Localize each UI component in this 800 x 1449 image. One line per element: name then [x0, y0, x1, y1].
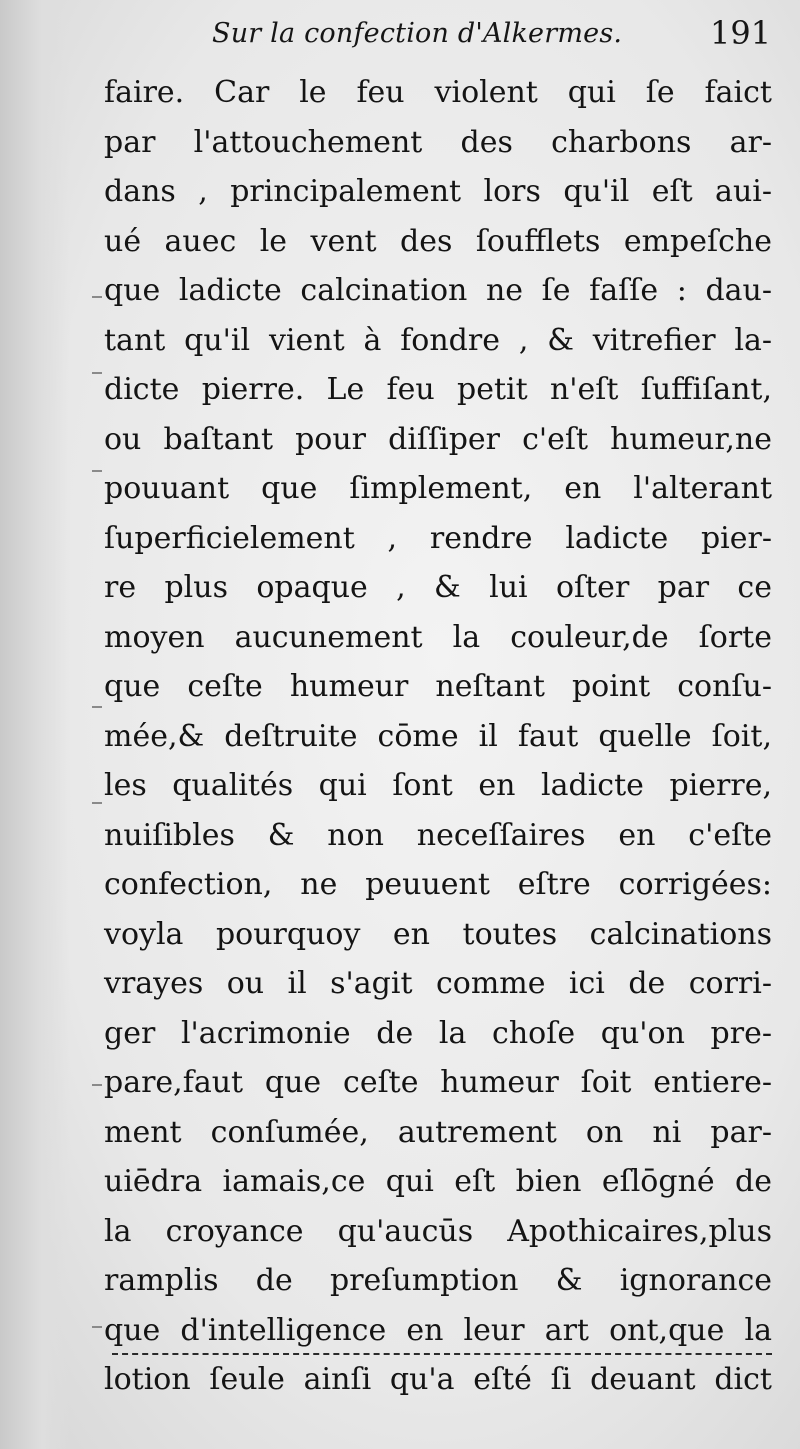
text-line: ué auec le vent des ſoufflets empeſche [104, 223, 772, 259]
text-line: les qualités qui ſont en ladicte pierre, [104, 768, 772, 803]
margin-mark [92, 470, 102, 472]
margin-mark [92, 372, 102, 374]
text-line: pouuant que ſimplement, en l'alterant [104, 471, 772, 506]
margin-mark [92, 802, 102, 804]
text-line: uiēdra iamais,ce qui eſt bien eſlōgné de [104, 1164, 772, 1199]
text-line: tant qu'il vient à fondre , & vitrefier la- [104, 322, 772, 358]
text-line: ramplis de preſumption & ignorance [104, 1263, 772, 1298]
text-line: par l'attouchement des charbons ar- [104, 124, 772, 160]
text-line: que ceſte humeur neſtant point conſu- [104, 669, 772, 704]
text-line: moyen aucunement la couleur,de ſorte [104, 619, 772, 655]
text-line: voyla pourquoy en toutes calcinations [104, 916, 772, 952]
text-line: vrayes ou il s'agit comme ici de corri- [104, 966, 772, 1001]
text-line: que d'intelligence en leur art ont,que la [104, 1312, 772, 1348]
text-line: ger l'acrimonie de la choſe qu'on pre- [104, 1015, 772, 1051]
margin-mark [92, 1326, 102, 1328]
text-line: la croyance qu'aucūs Apothicaires,plus [104, 1213, 772, 1249]
text-line: re plus opaque , & lui oſter par ce [104, 570, 772, 605]
text-line: ſuperficielement , rendre ladicte pier- [104, 520, 772, 556]
margin-mark [92, 296, 102, 298]
text-line: ment conſumée, autrement on ni par- [104, 1114, 772, 1150]
text-line: que ladicte calcination ne ſe faſſe : dau- [104, 273, 772, 308]
text-line: lotion ſeule ainſi qu'a eſté ſi deuant dict [104, 1362, 772, 1397]
running-title: Sur la confection d'Alkermes. [212, 18, 623, 49]
text-line: confection, ne peuuent eſtre corrigées: [104, 867, 772, 902]
text-line: nuiſibles & non neceſſaires en c'eſte [104, 817, 772, 853]
text-line: dicte pierre. Le feu petit n'eſt ſuffiſant, [104, 372, 772, 407]
text-line: faire. Car le feu violent qui ſe faict [104, 75, 772, 110]
margin-mark [92, 1084, 102, 1086]
page-number: 191 [710, 14, 772, 52]
margin-mark [92, 706, 102, 708]
page-gutter-shadow [0, 0, 70, 1449]
text-line: pare,faut que ceſte humeur ſoit entiere- [104, 1065, 772, 1100]
text-line: mée,& deſtruite cōme il faut quelle ſoit, [104, 718, 772, 754]
page-bottom-rule [112, 1353, 772, 1355]
body-text [104, 68, 772, 1405]
text-line: ou baſtant pour diſſiper c'eſt humeur,ne [104, 421, 772, 457]
text-line: dans , principalement lors qu'il eſt aui- [104, 174, 772, 209]
